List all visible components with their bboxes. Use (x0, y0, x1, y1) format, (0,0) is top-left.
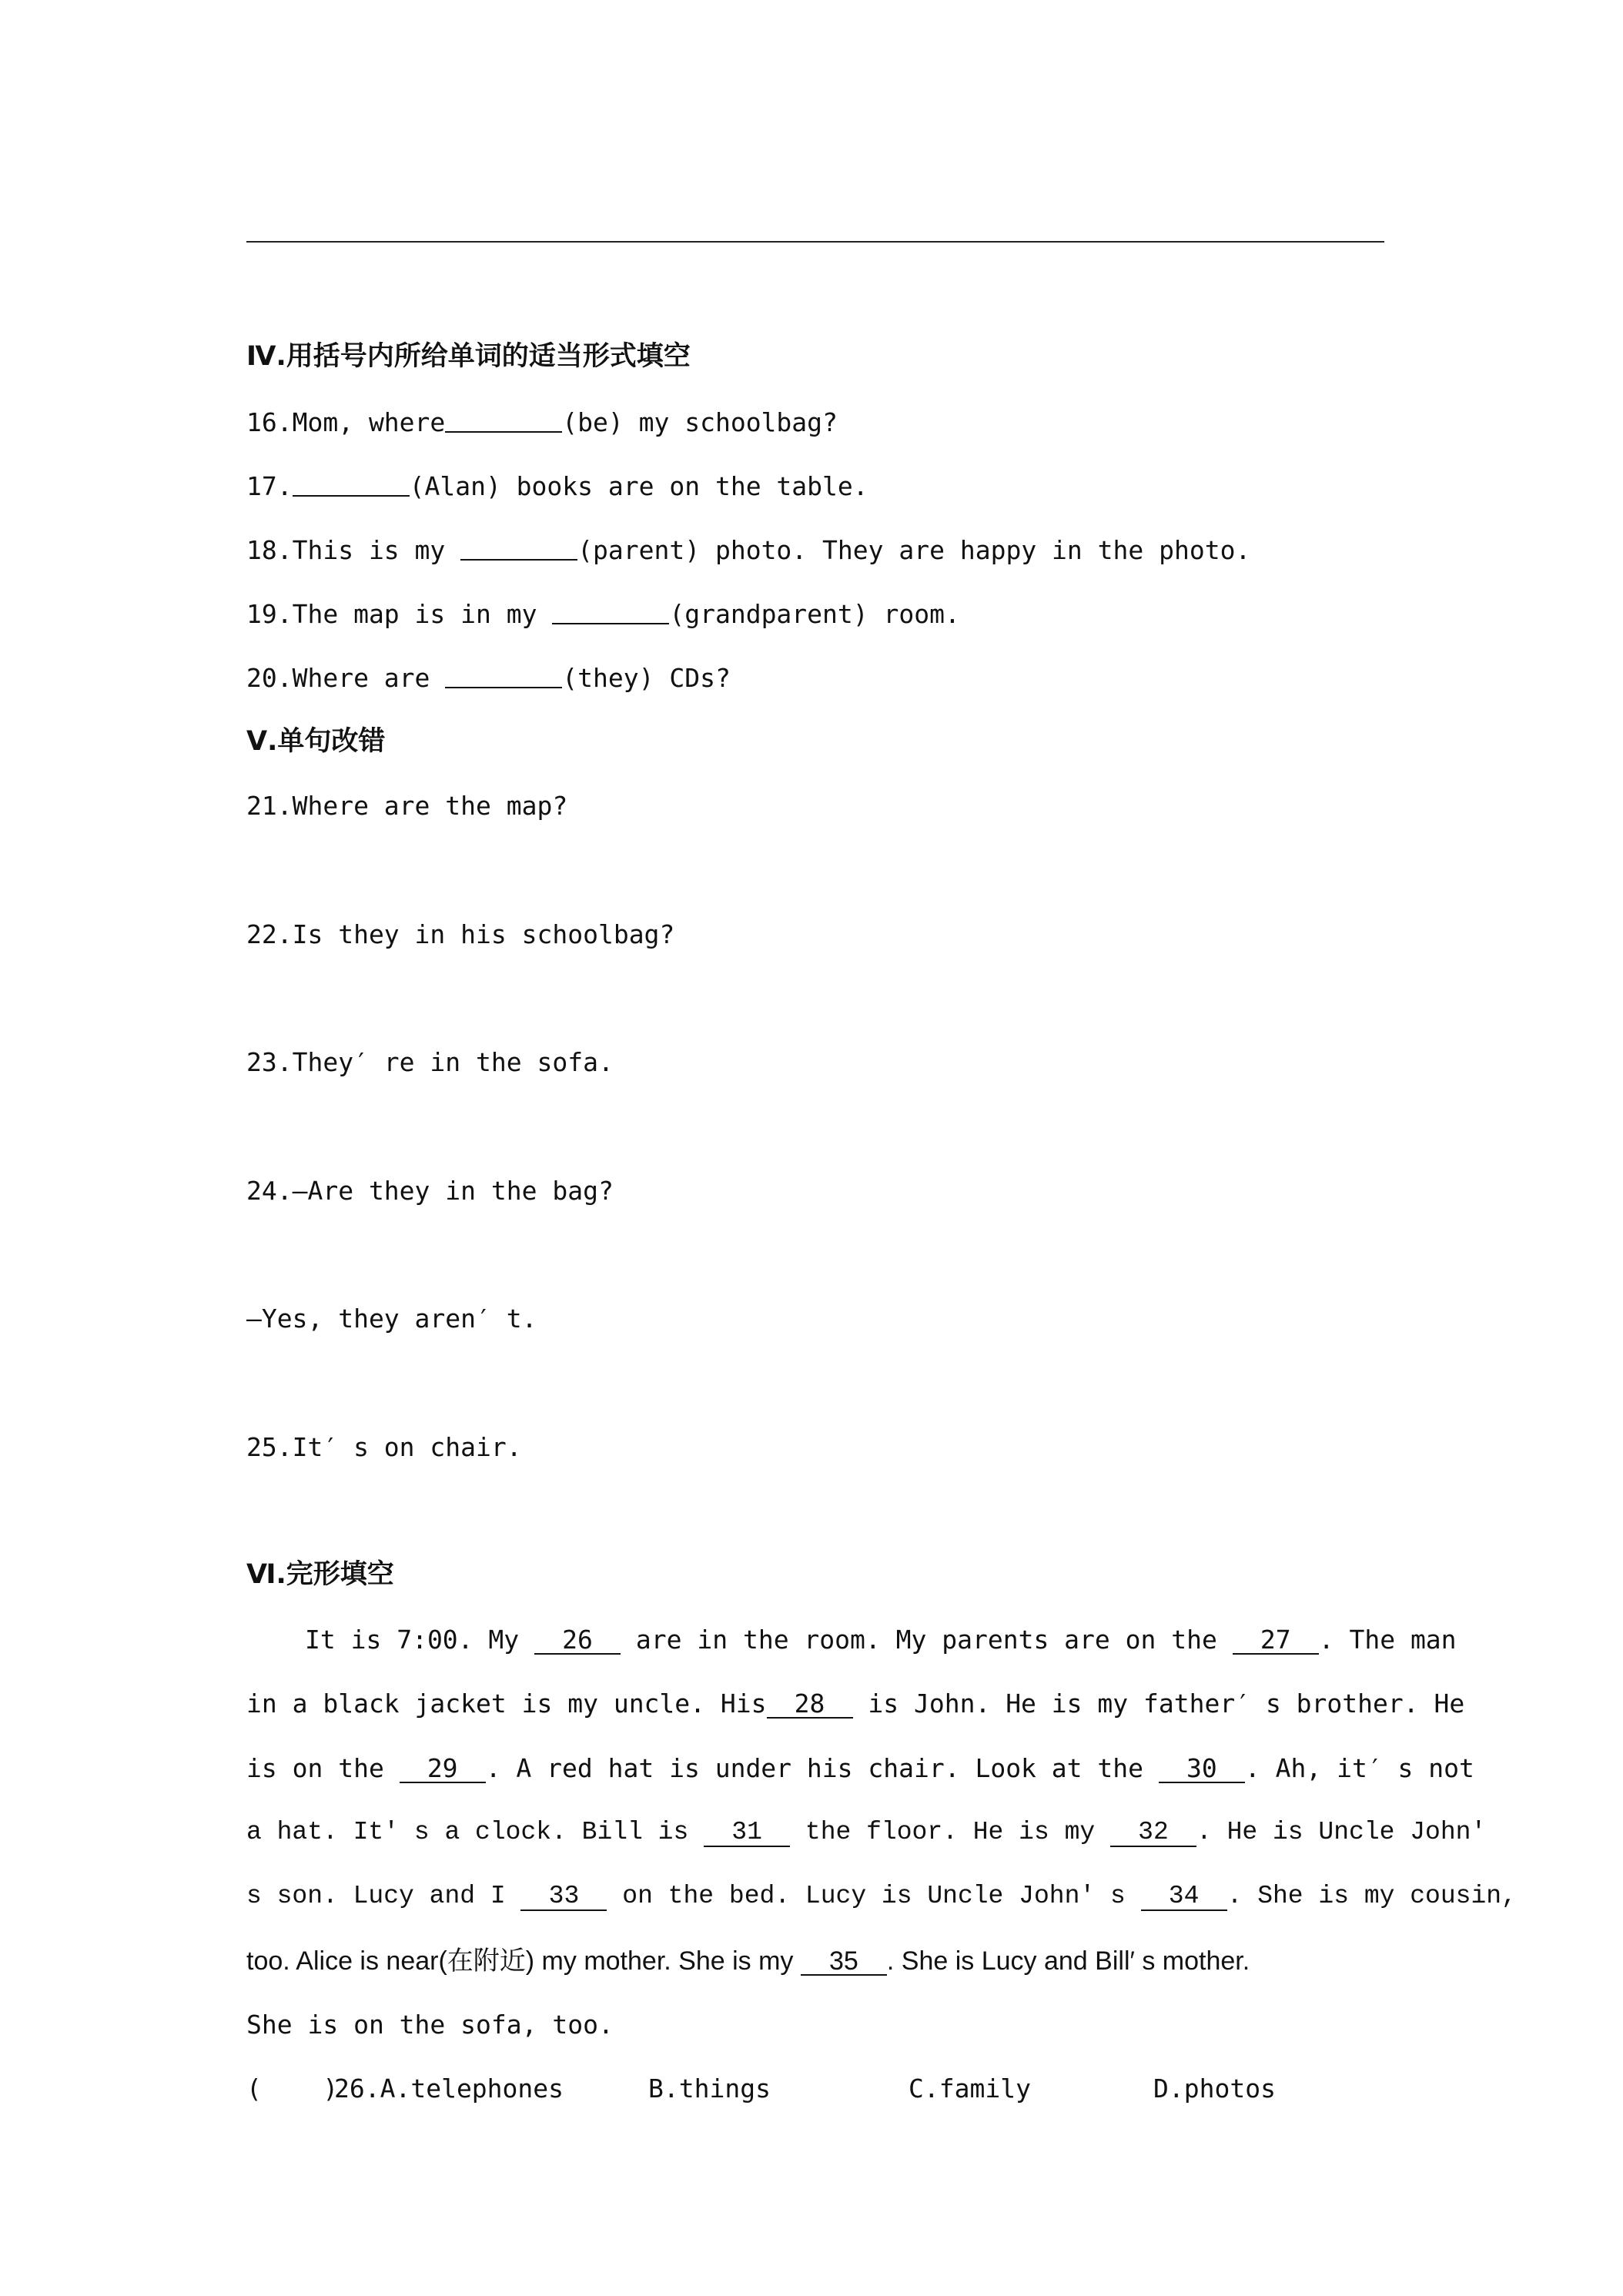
cloze-line-4: a hat. It′ s a clock. Bill is 31 the floor. He is my 32 . He is Uncle John′ (246, 1818, 1487, 1846)
cloze-blank-33[interactable]: 33 (520, 1883, 607, 1911)
cloze-blank-34[interactable]: 34 (1141, 1883, 1227, 1911)
answer-blank-16[interactable] (445, 407, 562, 433)
option-26-a[interactable]: 26.A.telephones (334, 2073, 564, 2104)
question-25: 25.It′ s on chair. (246, 1432, 522, 1462)
question-18: 18.This is my (parent) photo. They are happy in the photo. (246, 535, 1251, 565)
section-4-heading: Ⅳ.用括号内所给单词的适当形式填空 (246, 341, 691, 372)
cloze-line-2: in a black jacket is my uncle. His 28 is John. He is my father′ s brother. He (246, 1689, 1465, 1719)
cloze-blank-31[interactable]: 31 (704, 1819, 790, 1847)
answer-paren-26[interactable]: ( ) (246, 2073, 339, 2104)
answer-blank-17[interactable] (293, 470, 410, 497)
cloze-blank-35[interactable]: 35 (801, 1948, 887, 1976)
option-26-c[interactable]: C.family (909, 2073, 1031, 2104)
cloze-blank-26[interactable]: 26 (534, 1627, 621, 1655)
header-rule (246, 241, 1384, 243)
cloze-line-3: is on the 29 . A red hat is under his chair. Look at the 30 . Ah, it′ s not (246, 1753, 1474, 1783)
cloze-blank-32[interactable]: 32 (1110, 1819, 1196, 1847)
question-16: 16.Mom, where (be) my schoolbag? (246, 407, 838, 437)
question-20: 20.Where are (they) CDs? (246, 663, 731, 693)
cloze-blank-29[interactable]: 29 (400, 1755, 486, 1783)
question-23: 23.They′ re in the sofa. (246, 1047, 614, 1077)
cloze-line-5: s son. Lucy and I 33 on the bed. Lucy is Uncle John′ s 34 . She is my cousin, (246, 1882, 1517, 1910)
question-19: 19.The map is in my (grandparent) room. (246, 599, 960, 629)
question-24-reply: —Yes, they aren′ t. (246, 1304, 537, 1334)
question-24: 24.—Are they in the bag? (246, 1176, 614, 1206)
question-17: 17. (Alan) books are on the table. (246, 471, 868, 501)
answer-blank-19[interactable] (552, 598, 669, 624)
answer-blank-20[interactable] (445, 662, 562, 688)
section-6-heading: Ⅵ.完形填空 (246, 1559, 394, 1590)
cloze-line-1: It is 7:00. My 26 are in the room. My parents are on the 27 . The man (305, 1625, 1457, 1655)
option-26-b[interactable]: B.things (648, 2073, 771, 2104)
section-5-heading: Ⅴ.单句改错 (246, 726, 386, 757)
cloze-line-7: She is on the sofa, too. (246, 2010, 614, 2040)
option-26-d[interactable]: D.photos (1153, 2073, 1276, 2104)
cloze-blank-28[interactable]: 28 (767, 1691, 853, 1719)
cloze-blank-27[interactable]: 27 (1233, 1627, 1319, 1655)
cloze-line-6: too. Alice is near(在附近) my mother. She is my 35 . She is Lucy and Bill′ s mother. (246, 1946, 1250, 1976)
answer-blank-18[interactable] (460, 534, 577, 561)
cloze-blank-30[interactable]: 30 (1159, 1755, 1245, 1783)
question-22: 22.Is they in his schoolbag? (246, 919, 675, 949)
question-21: 21.Where are the map? (246, 791, 568, 821)
